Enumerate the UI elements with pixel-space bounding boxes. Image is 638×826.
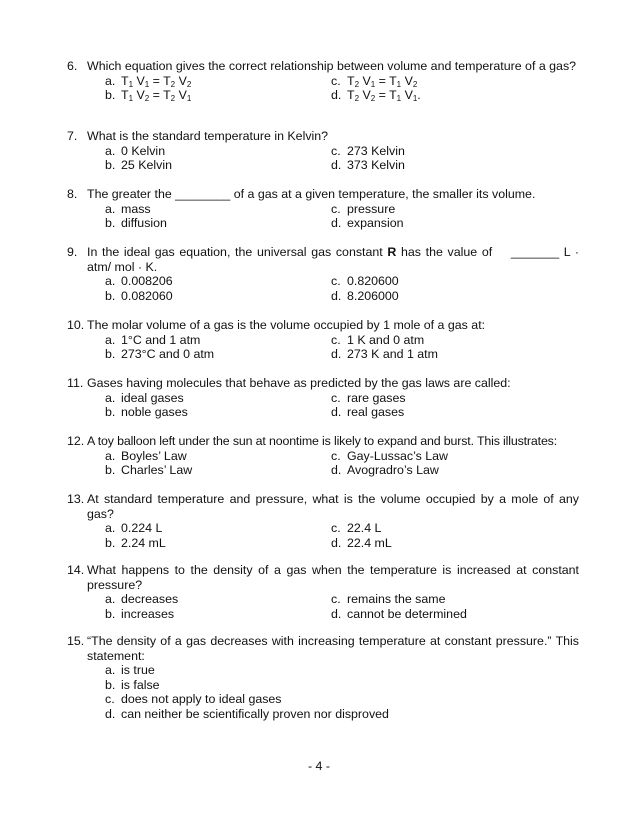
option-a [105, 592, 331, 607]
option-letter: b. [105, 158, 116, 173]
question-8 [67, 187, 579, 231]
option-d [331, 463, 531, 478]
question-10 [67, 318, 579, 362]
option-letter: d. [105, 706, 116, 721]
option-b [105, 289, 331, 304]
option-text: $T_1$ $V_2 = T_2$ $V_1$ [121, 88, 192, 104]
option-text: is false [121, 677, 160, 692]
question-text: Which equation gives the correct relationship between volume and temperature of a gas? [87, 59, 577, 73]
question-6 [67, 59, 579, 103]
option-b [105, 347, 331, 362]
option-text: 8.206000 [347, 288, 399, 303]
question-text: A toy balloon left under the sun at noontime is likely to expand and burst. This illustrates: [87, 434, 558, 448]
answer-options [105, 274, 579, 303]
question-text: In the ideal gas equation, the universal gas constant R has the value of _______ L · atm/ mol · K. [87, 245, 579, 274]
option-a [105, 274, 331, 289]
option-text: does not apply to ideal gases [121, 692, 282, 707]
option-a [105, 663, 525, 678]
option-letter: d. [331, 606, 342, 621]
option-text: rare gases [347, 390, 406, 405]
option-b [105, 158, 331, 173]
option-text: 0.224 L [121, 521, 163, 536]
option-text: 273 Kelvin [347, 143, 405, 158]
option-letter: c. [331, 592, 341, 607]
option-c [331, 391, 531, 406]
option-letter: b. [105, 288, 116, 303]
question-number: 13. [67, 492, 85, 506]
option-c [105, 692, 525, 707]
option-text: 22.4 L [347, 521, 382, 536]
question-9 [67, 245, 579, 303]
option-text: cannot be determined [347, 606, 467, 621]
option-letter: a. [105, 143, 116, 158]
option-text: 273°C and 0 atm [121, 347, 215, 362]
option-letter: a. [105, 201, 116, 216]
option-letter: b. [105, 216, 116, 231]
option-d [331, 289, 531, 304]
option-letter: d. [331, 535, 342, 550]
option-text: 0.820600 [347, 274, 399, 289]
option-a [105, 144, 331, 159]
option-text: 22.4 mL [347, 535, 392, 550]
option-b [105, 405, 331, 420]
option-letter: a. [105, 521, 116, 536]
option-a [105, 202, 331, 217]
option-letter: a. [105, 592, 116, 607]
option-text: noble gases [121, 405, 188, 420]
option-text: ideal gases [121, 390, 184, 405]
option-letter: a. [105, 332, 116, 347]
option-d [331, 536, 531, 551]
option-letter: d. [331, 216, 342, 231]
option-letter: c. [331, 390, 341, 405]
question-14 [67, 563, 579, 621]
option-b [105, 607, 331, 622]
option-d [331, 158, 531, 173]
option-letter: b. [105, 677, 116, 692]
answer-options [105, 391, 579, 420]
option-c [331, 202, 531, 217]
answer-options [105, 449, 579, 478]
question-15 [67, 634, 579, 722]
option-text: remains the same [347, 592, 446, 607]
option-letter: b. [105, 463, 116, 478]
option-text: increases [121, 606, 175, 621]
option-letter: a. [105, 448, 116, 463]
option-text: Boyles’ Law [121, 448, 187, 463]
option-text: 1°C and 1 atm [121, 332, 201, 347]
question-number: 8. [67, 187, 78, 201]
option-a [105, 449, 331, 464]
option-letter: c. [331, 521, 341, 536]
option-letter: c. [105, 692, 115, 707]
option-b [105, 536, 331, 551]
option-text: Charles’ Law [121, 463, 193, 478]
option-text: $T_2$ $V_1 = T_1$ $V_2$ [347, 73, 418, 89]
page-number: - 4 - [307, 759, 331, 773]
option-b [105, 678, 525, 693]
option-letter: a. [105, 274, 116, 289]
answer-options [105, 144, 579, 173]
option-b [105, 216, 331, 231]
answer-options [105, 74, 579, 103]
question-number: 10. [67, 318, 85, 332]
option-d [331, 347, 531, 362]
option-letter: c. [331, 143, 341, 158]
option-text: 1 K and 0 atm [347, 332, 425, 347]
option-letter: b. [105, 535, 116, 550]
option-d [331, 405, 531, 420]
option-text: is true [121, 663, 155, 678]
option-d [105, 707, 525, 722]
option-letter: c. [331, 448, 341, 463]
option-a [105, 391, 331, 406]
option-a [105, 74, 331, 89]
question-number: 6. [67, 59, 78, 73]
option-text: decreases [121, 592, 179, 607]
option-letter: d. [331, 158, 342, 173]
option-letter: b. [105, 347, 116, 362]
question-text: What is the standard temperature in Kelvin? [87, 129, 329, 143]
option-text: Avogradro’s Law [347, 463, 439, 478]
option-a [105, 521, 331, 536]
option-text: 0.008206 [121, 274, 173, 289]
question-number: 15. [67, 634, 85, 648]
option-a [105, 333, 331, 348]
option-letter: a. [105, 390, 116, 405]
question-text: What happens to the density of a gas when the temperature is increased at constant pressure? [87, 563, 579, 592]
option-b [105, 88, 331, 103]
option-text: $T_1$ $V_1 = T_2$ $V_2$ [121, 73, 192, 89]
option-text: 25 Kelvin [121, 158, 172, 173]
option-c [331, 274, 531, 289]
question-text: Gases having molecules that behave as predicted by the gas laws are called: [87, 376, 511, 390]
option-letter: a. [105, 73, 116, 88]
question-text: “The density of a gas decreases with increasing temperature at constant pressure.” This statement: [87, 634, 579, 663]
question-7 [67, 129, 579, 173]
option-b [105, 463, 331, 478]
option-letter: d. [331, 88, 342, 103]
option-letter: c. [331, 274, 341, 289]
question-text: At standard temperature and pressure, what is the volume occupied by a mole of any gas? [87, 492, 579, 521]
option-letter: c. [331, 332, 341, 347]
question-text: The greater the ________ of a gas at a given temperature, the smaller its volume. [87, 187, 536, 201]
option-text: 273 K and 1 atm [347, 347, 438, 362]
question-number: 12. [67, 434, 85, 448]
option-text: 2.24 mL [121, 535, 166, 550]
option-letter: d. [331, 288, 342, 303]
option-letter: c. [331, 201, 341, 216]
option-text: expansion [347, 216, 404, 231]
option-letter: b. [105, 88, 116, 103]
option-d [331, 88, 531, 103]
option-letter: a. [105, 663, 116, 678]
option-letter: d. [331, 405, 342, 420]
option-c [331, 333, 531, 348]
question-number: 11. [67, 376, 84, 390]
answer-options [105, 592, 579, 621]
option-c [331, 74, 531, 89]
option-letter: b. [105, 405, 116, 420]
question-text: The molar volume of a gas is the volume occupied by 1 mole of a gas at: [87, 318, 486, 332]
option-text: can neither be scientifically proven nor disproved [121, 706, 389, 721]
answer-options [105, 663, 579, 721]
question-number: 7. [67, 129, 78, 143]
option-text: pressure [347, 201, 396, 216]
option-text: diffusion [121, 216, 167, 231]
option-text: 0.082060 [121, 288, 173, 303]
question-12 [67, 434, 579, 478]
answer-options [105, 202, 579, 231]
option-letter: d. [331, 463, 342, 478]
option-c [331, 521, 531, 536]
question-number: 9. [67, 245, 78, 259]
option-c [331, 592, 531, 607]
option-letter: c. [331, 73, 341, 88]
option-d [331, 607, 531, 622]
option-c [331, 449, 531, 464]
option-letter: b. [105, 606, 116, 621]
question-number: 14. [67, 563, 85, 577]
option-text: mass [121, 201, 151, 216]
option-text: 0 Kelvin [121, 143, 166, 158]
option-text: Gay-Lussac’s Law [347, 448, 449, 463]
question-13 [67, 492, 579, 550]
answer-options [105, 333, 579, 362]
option-text: real gases [347, 405, 405, 420]
option-text: 373 Kelvin [347, 158, 405, 173]
option-c [331, 144, 531, 159]
option-d [331, 216, 531, 231]
option-letter: d. [331, 347, 342, 362]
option-text: $T_2$ $V_2 = T_1$ $V_1$. [347, 88, 421, 104]
answer-options [105, 521, 579, 550]
question-11 [67, 376, 579, 420]
